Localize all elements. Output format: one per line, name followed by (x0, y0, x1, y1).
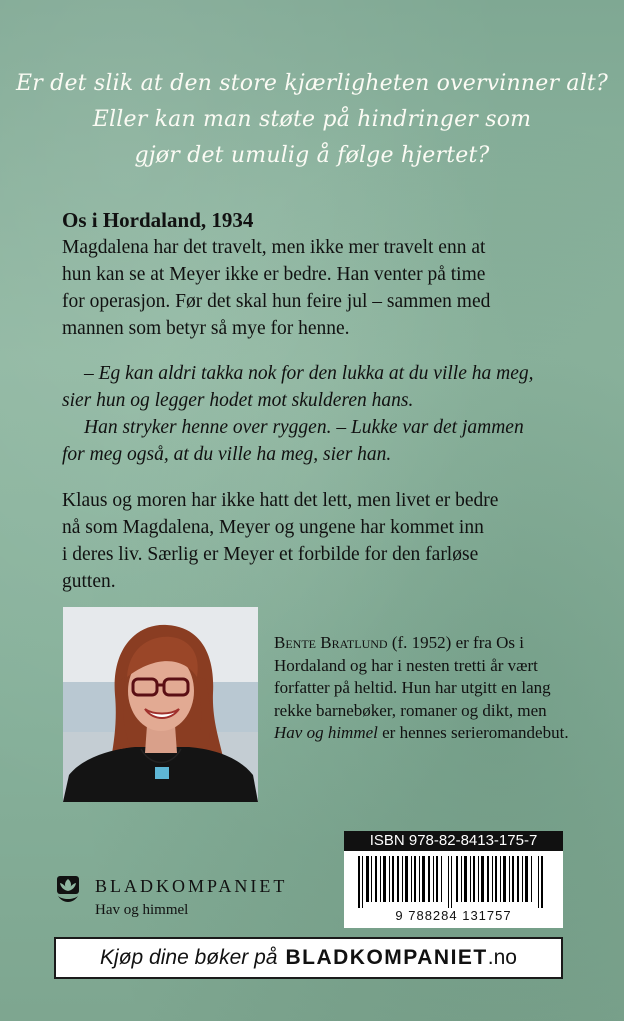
paragraph-line: nå som Magdalena, Meyer og ungene har kommet inn (62, 517, 484, 538)
paragraph-line: Magdalena har det travelt, men ikke mer travelt enn at (62, 237, 486, 258)
tagline-line-1: Er det slik at den store kjærligheten overvinner alt? (16, 71, 608, 96)
quote-line: Han stryker henne over ryggen. – Lukke var det jammen (84, 417, 524, 438)
paragraph-line: hun kan se at Meyer ikke er bedre. Han venter på time (62, 264, 486, 285)
buy-banner-brand: BLADKOMPANIET (285, 946, 488, 969)
paragraph-line: for operasjon. Før det skal hun feire jul – sammen med (62, 291, 491, 312)
blurb-paragraph-1 (62, 234, 582, 342)
barcode-number: 9 788284 131757 (395, 908, 512, 923)
bio-end: er hennes serieromandebut. (377, 723, 569, 742)
quote-line: – Eg kan aldri takka nok for den lukka at du ville ha meg, (84, 363, 534, 384)
paragraph-line: Klaus og moren har ikke hatt det lett, men livet er bedre (62, 490, 499, 511)
quote-line: sier hun og legger hodet mot skulderen hans. (62, 390, 414, 411)
paragraph-line: i deres liv. Særlig er Meyer et forbilde for den farløse (62, 544, 479, 565)
blurb-paragraph-3 (62, 487, 582, 595)
tagline-line-3: gjør det umulig å følge hjertet? (134, 143, 490, 168)
tagline-line-2: Eller kan man støte på hindringer som (92, 107, 532, 132)
buy-banner[interactable] (54, 937, 563, 979)
barcode (352, 856, 555, 908)
blurb-heading: Os i Hordaland, 1934 (62, 208, 254, 232)
tagline (0, 66, 624, 174)
isbn-label: ISBN 978-82-8413-175-7 (344, 831, 563, 851)
lotus-emblem-icon (55, 874, 81, 910)
author-name: Bente Bratlund (274, 633, 388, 652)
bio-text: (f. 1952) er fra Os i Hordaland og har i nesten tretti år vært forfatter på heltid. Hun har utgitt en lang rekke barnebøker, romaner og dikt, men (274, 633, 551, 720)
publisher-series: Hav og himmel (95, 902, 189, 918)
buy-banner-text: Kjøp dine bøker på (100, 946, 278, 969)
author-bio (274, 632, 574, 745)
publisher-name: BLADKOMPANIET (95, 876, 288, 896)
blurb-quote (62, 360, 582, 468)
buy-banner-suffix: .no (487, 946, 517, 969)
paragraph-line: gutten. (62, 571, 116, 592)
paragraph-line: mannen som betyr så mye for henne. (62, 318, 350, 339)
quote-line: for meg også, at du ville ha meg, sier han. (62, 444, 392, 465)
author-photo (63, 607, 258, 802)
series-title: Hav og himmel (274, 723, 378, 742)
